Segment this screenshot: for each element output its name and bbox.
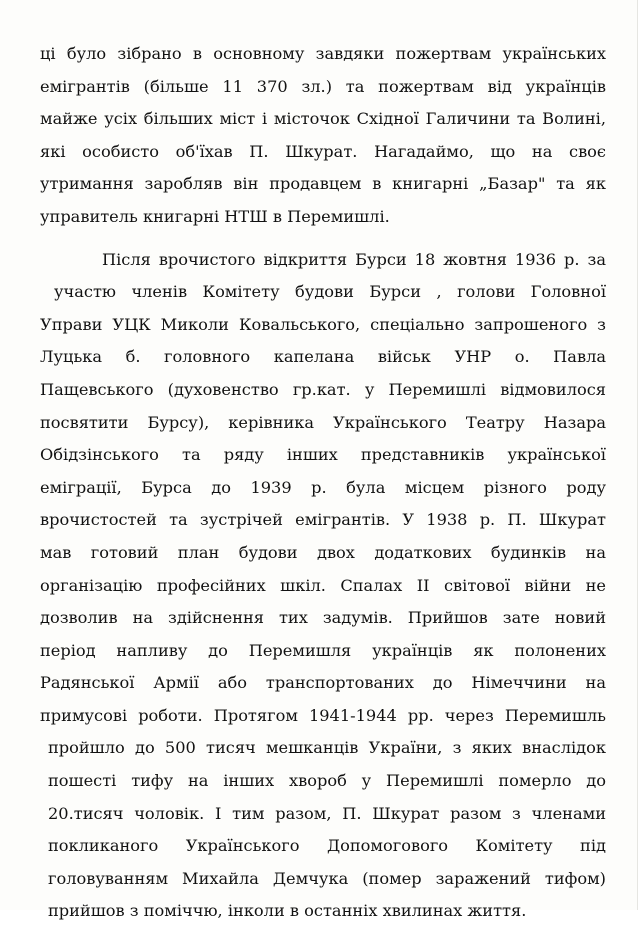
text-line: примусові роботи. Протягом 1941-1944 рр. через Перемишль — [40, 705, 606, 725]
text-line: пройшло до 500 тисяч мешканців України, з яких внаслідок — [48, 738, 606, 758]
text-line: прийшов з поміччю, інколи в останніх хвилинах життя. — [48, 901, 527, 921]
text-line: участю членів Комітету будови Бурси , голови Головної — [54, 282, 606, 302]
text-line: врочистостей та зустрічей емігрантів. У 1938 р. П. Шкурат — [40, 510, 606, 530]
text-line: посвятити Бурсу), керівника Українського Театру Назара — [40, 412, 606, 432]
text-line: покликаного Українського Допомогового Комітету під — [48, 836, 606, 856]
text-line: емігрантів (більше 11 370 зл.) та пожертвам від українців — [40, 76, 606, 96]
text-line: Управи УЦК Миколи Ковальського, спеціально запрошеного з — [40, 314, 606, 334]
text-line: дозволив на здійснення тих задумів. Прийшов зате новий — [40, 608, 606, 628]
text-line: пошесті тифу на інших хвороб у Перемишлі померло до — [48, 771, 606, 791]
text-line: Пащевського (духовенство гр.кат. у Перемишлі відмовилося — [40, 379, 606, 399]
text-line: Обідзінського та ряду інших представників української — [40, 445, 606, 465]
text-line: мав готовий план будови двох додаткових будинків на — [40, 542, 606, 562]
text-line: головуванням Михайла Демчука (помер заражений тифом) — [48, 868, 606, 888]
paragraph-2 — [40, 244, 606, 928]
paragraph-1 — [40, 38, 606, 234]
text-line: еміграції, Бурса до 1939 р. була місцем різного роду — [40, 477, 606, 497]
text-line: утримання заробляв він продавцем в книгарні „Базар" та як — [40, 174, 606, 194]
text-line: майже усіх більших міст і місточок Східної Галичини та Волині, — [40, 109, 606, 129]
text-line: Радянської Армії або транспортованих до Німеччини на — [40, 673, 606, 693]
text-line: Після врочистого відкриття Бурси 18 жовтня 1936 р. за — [102, 249, 606, 269]
document-body — [40, 38, 606, 928]
text-line: ці було зібрано в основному завдяки пожертвам українських — [40, 44, 606, 63]
text-line: які особисто об'їхав П. Шкурат. Нагадаймо, що на своє — [40, 141, 606, 161]
text-line: управитель книгарні НТШ в Перемишлі. — [40, 206, 390, 226]
text-line: 20.тисяч чоловік. І тим разом, П. Шкурат разом з членами — [48, 803, 606, 823]
text-line: організацію професійних шкіл. Спалах ІІ світової війни не — [40, 575, 606, 595]
paragraph-gap — [40, 234, 606, 244]
text-line: період напливу до Перемишля українців як полонених — [40, 640, 606, 660]
text-line: Луцька б. головного капелана військ УНР о. Павла — [40, 347, 606, 367]
